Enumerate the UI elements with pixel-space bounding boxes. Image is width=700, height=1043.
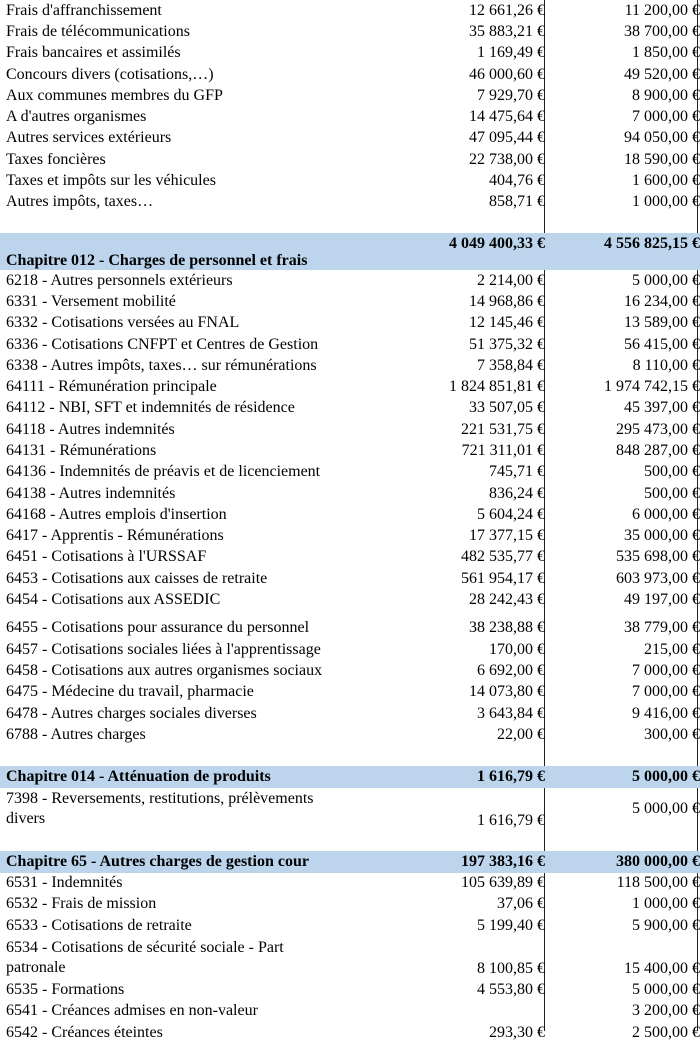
row-label: Aux communes membres du GFP bbox=[6, 86, 223, 104]
row-budget-value: 215,00 € bbox=[644, 640, 700, 658]
row-budget-value: 3 200,00 € bbox=[632, 1002, 700, 1020]
row-realise-value: 14 073,80 € bbox=[469, 683, 545, 701]
table-row bbox=[0, 128, 700, 149]
chapter-65 bbox=[0, 851, 700, 873]
table-row bbox=[0, 618, 700, 639]
row-realise-value bbox=[378, 1001, 550, 1022]
table-row bbox=[0, 419, 700, 440]
row-7398 bbox=[0, 788, 700, 831]
row-label: A d'autres organismes bbox=[6, 108, 147, 126]
row-realise-value: 4 553,80 € bbox=[477, 981, 545, 999]
row-label: 6453 - Cotisations aux caisses de retraite bbox=[6, 569, 268, 587]
row-label: 6532 - Frais de mission bbox=[6, 895, 157, 913]
row-realise-value: 721 311,01 € bbox=[461, 441, 545, 459]
group-c-rows bbox=[0, 618, 700, 746]
table-row bbox=[0, 547, 700, 568]
table-row bbox=[0, 979, 700, 1000]
table-row bbox=[0, 589, 700, 610]
row-budget-value: 45 397,00 € bbox=[624, 399, 700, 417]
chapter-budget-value: 5 000,00 € bbox=[632, 767, 700, 785]
spacer bbox=[0, 746, 700, 766]
table-row bbox=[0, 398, 700, 419]
chapter-014 bbox=[0, 766, 700, 788]
row-budget-value: 8 110,00 € bbox=[632, 356, 700, 374]
row-budget-value: 1 000,00 € bbox=[632, 895, 700, 913]
row-label: Autres impôts, taxes… bbox=[6, 193, 154, 211]
row-budget-value: 7 000,00 € bbox=[632, 108, 700, 126]
row-realise-value: 482 535,77 € bbox=[461, 548, 545, 566]
row-realise-value: 7 929,70 € bbox=[477, 86, 545, 104]
row-label: 6451 - Cotisations à l'URSSAF bbox=[6, 548, 207, 566]
row-budget-value: 5 900,00 € bbox=[632, 916, 700, 934]
row-label: 64138 - Autres indemnités bbox=[6, 484, 176, 502]
table-row bbox=[0, 660, 700, 681]
row-realise-value: 5 199,40 € bbox=[477, 916, 545, 934]
spacer bbox=[0, 213, 700, 233]
row-budget-value: 1 000,00 € bbox=[632, 193, 700, 211]
row-label: 6531 - Indemnités bbox=[6, 874, 123, 892]
chapter-row bbox=[0, 233, 700, 270]
row-budget-value: 49 520,00 € bbox=[624, 65, 700, 83]
row-label: 6455 - Cotisations pour assurance du personnel bbox=[6, 619, 310, 637]
group-d2-rows bbox=[0, 979, 700, 1043]
row-label: 64111 - Rémunération principale bbox=[6, 378, 217, 396]
row-budget-value: 94 050,00 € bbox=[624, 129, 700, 147]
row-label: 6533 - Cotisations de retraite bbox=[6, 916, 192, 934]
row-budget-value: 38 700,00 € bbox=[624, 22, 700, 40]
table-row bbox=[0, 873, 700, 894]
row-realise-value: 745,71 € bbox=[489, 463, 545, 481]
row-label: 6331 - Versement mobilité bbox=[6, 292, 176, 310]
table-row bbox=[0, 149, 700, 170]
row-realise-value: 38 238,88 € bbox=[469, 619, 545, 637]
row-budget-value: 49 197,00 € bbox=[624, 591, 700, 609]
row-realise-value: 1 616,79 € bbox=[477, 811, 545, 829]
row-label: 64131 - Rémunérations bbox=[6, 441, 157, 459]
row-label: 7398 - Reversements, restitutions, prélèvements divers bbox=[6, 790, 314, 827]
group-d1-rows bbox=[0, 873, 700, 937]
row-realise-value: 404,76 € bbox=[489, 172, 545, 190]
row-realise-value: 33 507,05 € bbox=[469, 399, 545, 417]
row-realise-value: 221 531,75 € bbox=[461, 420, 545, 438]
row-label: Autres services extérieurs bbox=[6, 129, 172, 147]
row-budget-value: 5 000,00 € bbox=[632, 981, 700, 999]
chapter-realise-value: 197 383,16 € bbox=[461, 852, 545, 870]
row-realise-value: 7 358,84 € bbox=[477, 356, 545, 374]
table-row bbox=[0, 106, 700, 127]
row-realise-value: 561 954,17 € bbox=[461, 569, 545, 587]
chapter-label: Chapitre 65 - Autres charges de gestion cour bbox=[6, 852, 309, 870]
table-row bbox=[0, 703, 700, 724]
table-row bbox=[0, 788, 700, 831]
row-label: Frais d'affranchissement bbox=[6, 1, 162, 19]
row-label: Taxes et impôts sur les véhicules bbox=[6, 172, 216, 190]
row-label: 6458 - Cotisations aux autres organismes sociaux bbox=[6, 661, 323, 679]
table-row bbox=[0, 192, 700, 213]
row-realise-value: 12 661,26 € bbox=[469, 1, 545, 19]
table-row bbox=[0, 291, 700, 312]
row-budget-value: 5 000,00 € bbox=[632, 271, 700, 289]
row-label: 64118 - Autres indemnités bbox=[6, 420, 175, 438]
row-realise-value: 6 692,00 € bbox=[477, 661, 545, 679]
row-label: 6338 - Autres impôts, taxes… sur rémunérations bbox=[6, 356, 317, 374]
table-row bbox=[0, 334, 700, 355]
row-label: 6417 - Apprentis - Rémunérations bbox=[6, 527, 224, 545]
row-budget-value: 500,00 € bbox=[644, 484, 700, 502]
row-realise-value: 35 883,21 € bbox=[469, 22, 545, 40]
row-realise-value: 8 100,85 € bbox=[477, 960, 545, 978]
row-label: 6534 - Cotisations de sécurité sociale - Part patronale bbox=[6, 938, 284, 976]
table-row bbox=[0, 1022, 700, 1043]
row-label: 64168 - Autres emplois d'insertion bbox=[6, 505, 227, 523]
row-label: Frais de télécommunications bbox=[6, 22, 190, 40]
chapter-budget-value: 380 000,00 € bbox=[616, 852, 700, 870]
row-budget-value: 1 974 742,15 € bbox=[604, 378, 700, 396]
row-realise-value: 14 968,86 € bbox=[469, 292, 545, 310]
row-label: Frais bancaires et assimilés bbox=[6, 44, 181, 62]
row-budget-value: 5 000,00 € bbox=[632, 800, 700, 817]
row-label: 6475 - Médecine du travail, pharmacie bbox=[6, 683, 254, 701]
chapter-realise-value: 4 049 400,33 € bbox=[449, 234, 545, 252]
row-budget-value: 118 500,00 € bbox=[616, 874, 700, 892]
group-a-rows bbox=[0, 0, 700, 213]
row-label: 6218 - Autres personnels extérieurs bbox=[6, 271, 233, 289]
row-budget-value: 56 415,00 € bbox=[624, 335, 700, 353]
chapter-realise-value: 1 616,79 € bbox=[477, 767, 545, 785]
row-label: 6542 - Créances éteintes bbox=[6, 1023, 163, 1041]
table-row bbox=[0, 64, 700, 85]
row-label: 64136 - Indemnités de préavis et de licenciement bbox=[6, 463, 321, 481]
table-row bbox=[0, 270, 700, 291]
row-budget-value: 35 000,00 € bbox=[624, 527, 700, 545]
table-row bbox=[0, 483, 700, 504]
row-label: Concours divers (cotisations,…) bbox=[6, 65, 214, 83]
row-label: 6457 - Cotisations sociales liées à l'apprentissage bbox=[6, 640, 321, 658]
row-budget-value: 1 850,00 € bbox=[632, 44, 700, 62]
table-row bbox=[0, 639, 700, 660]
row-realise-value: 105 639,89 € bbox=[461, 874, 545, 892]
row-budget-value: 13 589,00 € bbox=[624, 314, 700, 332]
row-realise-value: 2 214,00 € bbox=[477, 271, 545, 289]
spacer bbox=[0, 611, 700, 618]
table-row bbox=[0, 504, 700, 525]
row-budget-value: 295 473,00 € bbox=[616, 420, 700, 438]
row-budget-value: 18 590,00 € bbox=[624, 150, 700, 168]
row-realise-value: 12 145,46 € bbox=[469, 314, 545, 332]
table-row bbox=[0, 682, 700, 703]
group-b-rows bbox=[0, 270, 700, 611]
row-realise-value: 14 475,64 € bbox=[469, 108, 545, 126]
row-realise-value: 17 377,15 € bbox=[469, 527, 545, 545]
table-row bbox=[0, 313, 700, 334]
row-realise-value: 3 643,84 € bbox=[477, 704, 545, 722]
row-realise-value: 22,00 € bbox=[497, 725, 545, 743]
table-row bbox=[0, 21, 700, 42]
row-budget-value: 7 000,00 € bbox=[632, 683, 700, 701]
table-row bbox=[0, 43, 700, 64]
row-budget-value: 38 779,00 € bbox=[624, 619, 700, 637]
table-row bbox=[0, 724, 700, 745]
row-label: 6332 - Cotisations versées au FNAL bbox=[6, 314, 240, 332]
chapter-row bbox=[0, 766, 700, 788]
table-row bbox=[0, 355, 700, 376]
table-row bbox=[0, 894, 700, 915]
row-realise-value: 37,06 € bbox=[497, 895, 545, 913]
row-label: 6541 - Créances admises en non-valeur bbox=[6, 1002, 258, 1020]
row-budget-value: 535 698,00 € bbox=[616, 548, 700, 566]
row-realise-value: 1 824 851,81 € bbox=[449, 378, 545, 396]
row-label: 6478 - Autres charges sociales diverses bbox=[6, 704, 257, 722]
row-realise-value: 293,30 € bbox=[489, 1023, 545, 1041]
row-realise-value: 1 169,49 € bbox=[477, 44, 545, 62]
row-label: 64112 - NBI, SFT et indemnités de résidence bbox=[6, 399, 295, 417]
table-row bbox=[0, 376, 700, 397]
table-row bbox=[0, 568, 700, 589]
table-row bbox=[0, 85, 700, 106]
row-realise-value: 858,71 € bbox=[489, 193, 545, 211]
spacer bbox=[0, 831, 700, 851]
chapter-label: Chapitre 012 - Charges de personnel et frais bbox=[6, 251, 308, 269]
row-budget-value: 1 600,00 € bbox=[632, 172, 700, 190]
table-row bbox=[0, 915, 700, 936]
row-budget-value: 300,00 € bbox=[644, 725, 700, 743]
row-budget-value: 11 200,00 € bbox=[624, 1, 700, 19]
row-budget-value: 8 900,00 € bbox=[632, 86, 700, 104]
table-row bbox=[0, 170, 700, 191]
row-budget-value: 16 234,00 € bbox=[624, 292, 700, 310]
row-budget-value: 603 973,00 € bbox=[616, 569, 700, 587]
row-label: 6336 - Cotisations CNFPT et Centres de Gestion bbox=[6, 335, 319, 353]
row-realise-value: 5 604,24 € bbox=[477, 505, 545, 523]
row-realise-value: 170,00 € bbox=[489, 640, 545, 658]
row-realise-value: 47 095,44 € bbox=[469, 129, 545, 147]
row-budget-value: 6 000,00 € bbox=[632, 505, 700, 523]
chapter-row bbox=[0, 851, 700, 873]
row-realise-value: 28 242,43 € bbox=[469, 591, 545, 609]
row-label: 6454 - Cotisations aux ASSEDIC bbox=[6, 591, 221, 609]
chapter-budget-value: 4 556 825,15 € bbox=[604, 234, 700, 252]
row-label: 6535 - Formations bbox=[6, 981, 125, 999]
table-row bbox=[0, 0, 700, 21]
row-label: Taxes foncières bbox=[6, 150, 106, 168]
row-realise-value: 836,24 € bbox=[489, 484, 545, 502]
row-budget-value: 7 000,00 € bbox=[632, 661, 700, 679]
table-row bbox=[0, 462, 700, 483]
table-row bbox=[0, 526, 700, 547]
row-budget-value: 2 500,00 € bbox=[632, 1023, 700, 1041]
row-realise-value: 46 000,60 € bbox=[469, 65, 545, 83]
row-budget-value: 9 416,00 € bbox=[632, 704, 700, 722]
chapter-012 bbox=[0, 233, 700, 270]
table-row bbox=[0, 936, 700, 979]
table-row bbox=[0, 1001, 700, 1022]
row-budget-value: 15 400,00 € bbox=[624, 960, 700, 978]
row-budget-value: 848 287,00 € bbox=[616, 441, 700, 459]
row-realise-value: 51 375,32 € bbox=[469, 335, 545, 353]
row-budget-value: 500,00 € bbox=[644, 463, 700, 481]
chapter-label: Chapitre 014 - Atténuation de produits bbox=[6, 767, 271, 785]
row-6534 bbox=[0, 936, 700, 979]
table-row bbox=[0, 440, 700, 461]
row-label: 6788 - Autres charges bbox=[6, 725, 146, 743]
row-realise-value: 22 738,00 € bbox=[469, 150, 545, 168]
